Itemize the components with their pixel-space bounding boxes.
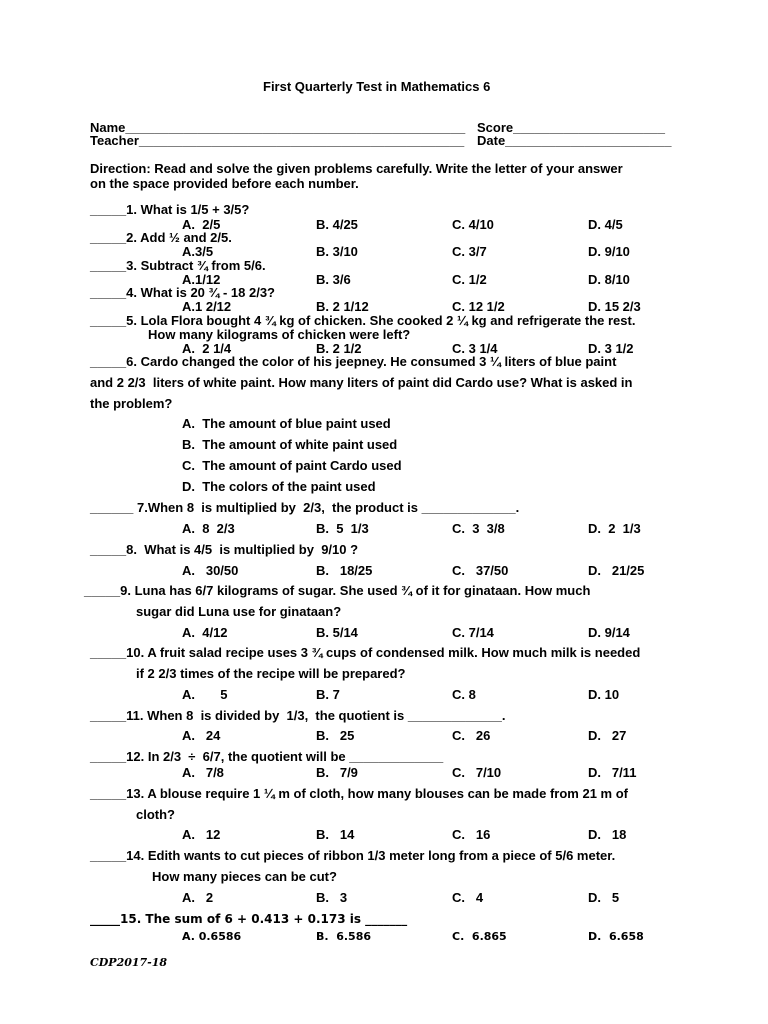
question-8: _____8. What is 4/5 is multiplied by 9/10 ? bbox=[90, 542, 359, 557]
q8-option-a: A. 30/50 bbox=[182, 563, 239, 578]
q8-option-d: D. 21/25 bbox=[588, 563, 645, 578]
q1-option-b: B. 4/25 bbox=[316, 217, 358, 232]
q1-option-c: C. 4/10 bbox=[452, 217, 494, 232]
question-15: _____15. The sum of 6 + 0.413 + 0.173 is _______ bbox=[90, 912, 408, 926]
q8-option-b: B. 18/25 bbox=[316, 563, 373, 578]
q6-option-a: A. The amount of blue paint used bbox=[182, 416, 391, 431]
q15-option-a: A. 0.6586 bbox=[182, 930, 242, 943]
question-12: _____12. In 2/3 ÷ 6/7, the quotient will be _____________ bbox=[90, 749, 444, 764]
q9-option-d: D. 9/14 bbox=[588, 625, 630, 640]
q6-option-c: C. The amount of paint Cardo used bbox=[182, 458, 402, 473]
q8-option-c: C. 37/50 bbox=[452, 563, 509, 578]
q15-option-b: B. 6.586 bbox=[316, 930, 372, 943]
q15-option-d: D. 6.658 bbox=[588, 930, 644, 943]
question-14: _____14. Edith wants to cut pieces of ribbon 1/3 meter long from a piece of 5/6 meter. bbox=[90, 848, 616, 863]
q4-option-a: A.1 2/12 bbox=[182, 299, 232, 314]
direction-line-2: on the space provided before each number. bbox=[90, 176, 359, 191]
q2-option-b: B. 3/10 bbox=[316, 244, 358, 259]
q3-option-c: C. 1/2 bbox=[452, 272, 487, 287]
q6-option-d: D. The colors of the paint used bbox=[182, 479, 376, 494]
question-14-line-2: How many pieces can be cut? bbox=[152, 869, 337, 884]
question-6-line-2: and 2 2/3 liters of white paint. How many liters of paint did Cardo use? What is asked in bbox=[90, 375, 633, 390]
q10-option-a: A. 5 bbox=[182, 687, 228, 702]
q7-option-b: B. 5 1/3 bbox=[316, 521, 369, 536]
q11-option-c: C. 26 bbox=[452, 728, 491, 743]
q10-option-c: C. 8 bbox=[452, 687, 476, 702]
question-5: _____5. Lola Flora bought 4 ¾ kg of chicken. She cooked 2 ¼ kg and refrigerate the rest. bbox=[90, 313, 636, 328]
footer-code: CDP2017-18 bbox=[90, 956, 168, 969]
question-9-line-2: sugar did Luna use for ginataan? bbox=[136, 604, 342, 619]
question-1: _____1. What is 1/5 + 3/5? bbox=[90, 202, 250, 217]
q14-option-c: C. 4 bbox=[452, 890, 484, 905]
q13-option-a: A. 12 bbox=[182, 827, 221, 842]
question-10-line-2: if 2 2/3 times of the recipe will be prepared? bbox=[136, 666, 406, 681]
q7-option-c: C. 3 3/8 bbox=[452, 521, 505, 536]
q12-option-a: A. 7/8 bbox=[182, 765, 224, 780]
question-13: _____13. A blouse require 1 ¼ m of cloth, how many blouses can be made from 21 m of bbox=[90, 786, 628, 801]
name-field: Name_______________________________________________ bbox=[90, 120, 466, 135]
q14-option-d: D. 5 bbox=[588, 890, 620, 905]
q3-option-b: B. 3/6 bbox=[316, 272, 351, 287]
q5-option-d: D. 3 1/2 bbox=[588, 341, 634, 356]
teacher-field: Teacher_____________________________________________ bbox=[90, 133, 465, 148]
q2-option-c: C. 3/7 bbox=[452, 244, 487, 259]
q1-option-a: A. 2/5 bbox=[182, 217, 221, 232]
q13-option-b: B. 14 bbox=[316, 827, 355, 842]
score-field: Score_____________________ bbox=[477, 120, 665, 135]
question-10: _____10. A fruit salad recipe uses 3 ¾ cups of condensed milk. How much milk is needed bbox=[90, 645, 641, 660]
q1-option-d: D. 4/5 bbox=[588, 217, 623, 232]
q5-option-b: B. 2 1/2 bbox=[316, 341, 362, 356]
q11-option-d: D. 27 bbox=[588, 728, 627, 743]
q12-option-b: B. 7/9 bbox=[316, 765, 358, 780]
q13-option-c: C. 16 bbox=[452, 827, 491, 842]
q11-option-a: A. 24 bbox=[182, 728, 221, 743]
q4-option-b: B. 2 1/12 bbox=[316, 299, 369, 314]
q4-option-c: C. 12 1/2 bbox=[452, 299, 505, 314]
q7-option-a: A. 8 2/3 bbox=[182, 521, 235, 536]
page-title: First Quarterly Test in Mathematics 6 bbox=[263, 79, 491, 94]
question-11: _____11. When 8 is divided by 1/3, the quotient is _____________. bbox=[90, 708, 506, 723]
question-13-line-2: cloth? bbox=[136, 807, 175, 822]
q10-option-b: B. 7 bbox=[316, 687, 340, 702]
question-3: _____3. Subtract ¾ from 5/6. bbox=[90, 258, 266, 273]
question-7: ______ 7.When 8 is multiplied by 2/3, the product is _____________. bbox=[90, 500, 520, 515]
q13-option-d: D. 18 bbox=[588, 827, 627, 842]
q14-option-b: B. 3 bbox=[316, 890, 348, 905]
q15-option-c: C. 6.865 bbox=[452, 930, 507, 943]
q12-option-c: C. 7/10 bbox=[452, 765, 502, 780]
q11-option-b: B. 25 bbox=[316, 728, 355, 743]
q7-option-d: D. 2 1/3 bbox=[588, 521, 641, 536]
q14-option-a: A. 2 bbox=[182, 890, 214, 905]
q2-option-d: D. 9/10 bbox=[588, 244, 630, 259]
q3-option-a: A.1/12 bbox=[182, 272, 221, 287]
q12-option-d: D. 7/11 bbox=[588, 765, 637, 780]
direction-line-1: Direction: Read and solve the given problems carefully. Write the letter of your answer bbox=[90, 161, 623, 176]
date-field: Date_______________________ bbox=[477, 133, 672, 148]
q6-option-b: B. The amount of white paint used bbox=[182, 437, 398, 452]
q3-option-d: D. 8/10 bbox=[588, 272, 630, 287]
question-4: _____4. What is 20 ¾ - 18 2/3? bbox=[90, 285, 275, 300]
q5-option-a: A. 2 1/4 bbox=[182, 341, 232, 356]
question-2: _____2. Add ½ and 2/5. bbox=[90, 230, 232, 245]
q10-option-d: D. 10 bbox=[588, 687, 620, 702]
question-6: _____6. Cardo changed the color of his jeepney. He consumed 3 ¼ liters of blue paint bbox=[90, 354, 617, 369]
question-6-line-3: the problem? bbox=[90, 396, 173, 411]
q5-option-c: C. 3 1/4 bbox=[452, 341, 498, 356]
q9-option-a: A. 4/12 bbox=[182, 625, 228, 640]
q9-option-b: B. 5/14 bbox=[316, 625, 358, 640]
question-5-line-2: How many kilograms of chicken were left? bbox=[148, 327, 411, 342]
q4-option-d: D. 15 2/3 bbox=[588, 299, 641, 314]
question-9: _____9. Luna has 6/7 kilograms of sugar. She used ¾ of it for ginataan. How much bbox=[84, 583, 591, 598]
q2-option-a: A.3/5 bbox=[182, 244, 214, 259]
q9-option-c: C. 7/14 bbox=[452, 625, 494, 640]
